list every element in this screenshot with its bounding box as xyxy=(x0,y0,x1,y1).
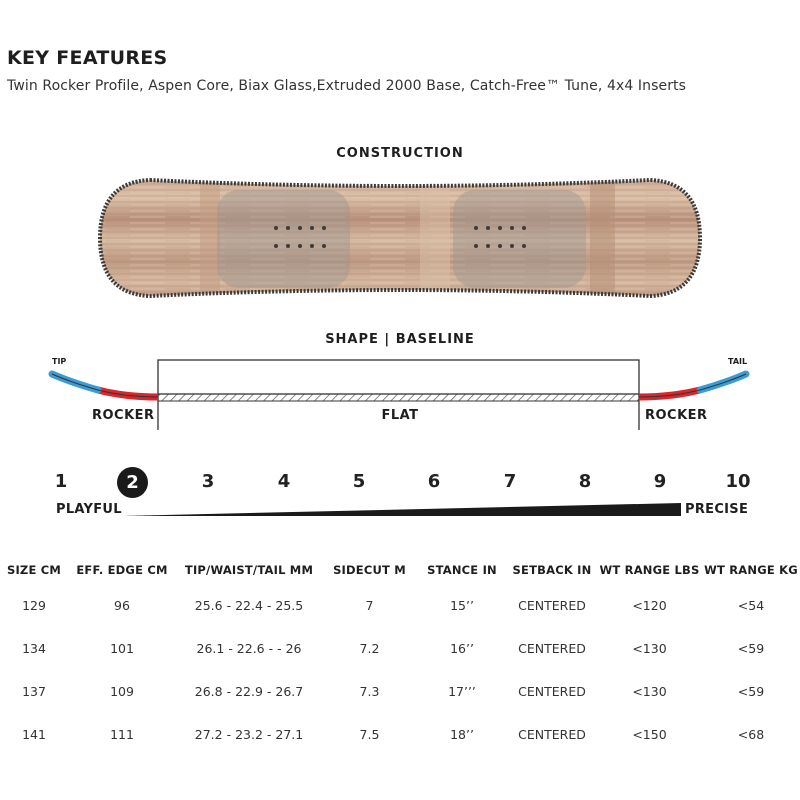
table-cell: <130 xyxy=(632,641,667,656)
table-cell: CENTERED xyxy=(518,727,586,742)
table-cell: 141 xyxy=(22,727,46,742)
key-features-text: Twin Rocker Profile, Aspen Core, Biax Glass,Extruded 2000 Base, Catch-Free™ Tune, 4x4 Inserts xyxy=(7,78,687,94)
table-cell: CENTERED xyxy=(518,684,586,699)
table-cell: CENTERED xyxy=(518,641,586,656)
table-cell: 134 xyxy=(22,641,46,656)
shape-baseline-label: SHAPE | BASELINE xyxy=(325,332,475,347)
board-construction-image xyxy=(0,170,800,310)
key-features-title: KEY FEATURES xyxy=(7,47,168,69)
spec-header: SIDECUT M xyxy=(333,563,406,577)
table-cell: 17’’’ xyxy=(448,684,476,699)
table-cell: 101 xyxy=(110,641,134,656)
table-cell: 26.8 - 22.9 - 26.7 xyxy=(194,684,304,699)
table-cell: 16’’ xyxy=(450,641,474,656)
flex-scale-selected: 2 xyxy=(117,467,148,498)
spec-header: TIP/WAIST/TAIL MM xyxy=(184,563,314,577)
construction-label: CONSTRUCTION xyxy=(336,146,464,161)
spec-table xyxy=(0,556,800,756)
table-cell: 27.2 - 23.2 - 27.1 xyxy=(194,727,304,742)
table-row xyxy=(0,584,800,627)
table-cell: 25.6 - 22.4 - 25.5 xyxy=(194,598,304,613)
table-cell: <59 xyxy=(737,684,765,699)
flex-scale-7: 7 xyxy=(503,471,517,492)
table-cell: <120 xyxy=(632,598,667,613)
table-cell: 137 xyxy=(22,684,46,699)
spec-header-row xyxy=(0,556,800,584)
flex-scale-10: 10 xyxy=(725,471,751,492)
flex-scale-6: 6 xyxy=(427,471,441,492)
spec-header: STANCE IN xyxy=(427,563,497,577)
table-row xyxy=(0,713,800,756)
spec-header: WT RANGE LBS xyxy=(599,563,700,577)
table-row xyxy=(0,627,800,670)
flex-scale-3: 3 xyxy=(201,471,215,492)
tip-label: TIP xyxy=(52,357,67,366)
table-cell: 7.5 xyxy=(359,727,380,742)
flat-label: FLAT xyxy=(381,408,419,423)
table-cell: CENTERED xyxy=(518,598,586,613)
flex-scale-1: 1 xyxy=(54,471,68,492)
table-cell: 129 xyxy=(22,598,46,613)
flex-scale-5: 5 xyxy=(352,471,366,492)
flex-scale-8: 8 xyxy=(578,471,592,492)
table-cell: 109 xyxy=(110,684,134,699)
tail-label: TAIL xyxy=(728,357,748,366)
table-cell: 18’’ xyxy=(450,727,474,742)
spec-header: EFF. EDGE CM xyxy=(76,563,168,577)
table-cell: <130 xyxy=(632,684,667,699)
table-cell: 111 xyxy=(110,727,134,742)
table-cell: 7.2 xyxy=(359,641,380,656)
table-row xyxy=(0,670,800,713)
spec-header: SETBACK IN xyxy=(512,563,592,577)
table-cell: <68 xyxy=(737,727,765,742)
table-cell: <59 xyxy=(737,641,765,656)
rocker-right-label: ROCKER xyxy=(645,408,708,423)
flex-scale-4: 4 xyxy=(277,471,291,492)
rocker-left-label: ROCKER xyxy=(92,408,155,423)
spec-header: SIZE CM xyxy=(6,563,62,577)
flex-low-label: PLAYFUL xyxy=(56,502,122,517)
table-cell: 15’’ xyxy=(450,598,474,613)
table-cell: 7 xyxy=(365,598,374,613)
flex-high-label: PRECISE xyxy=(685,502,749,517)
table-cell: 26.1 - 22.6 - - 26 xyxy=(196,641,302,656)
flex-scale-9: 9 xyxy=(653,471,667,492)
table-cell: <54 xyxy=(737,598,765,613)
spec-header: WT RANGE KG xyxy=(704,563,798,577)
table-cell: 7.3 xyxy=(359,684,380,699)
table-cell: 96 xyxy=(114,598,130,613)
table-cell: <150 xyxy=(632,727,667,742)
